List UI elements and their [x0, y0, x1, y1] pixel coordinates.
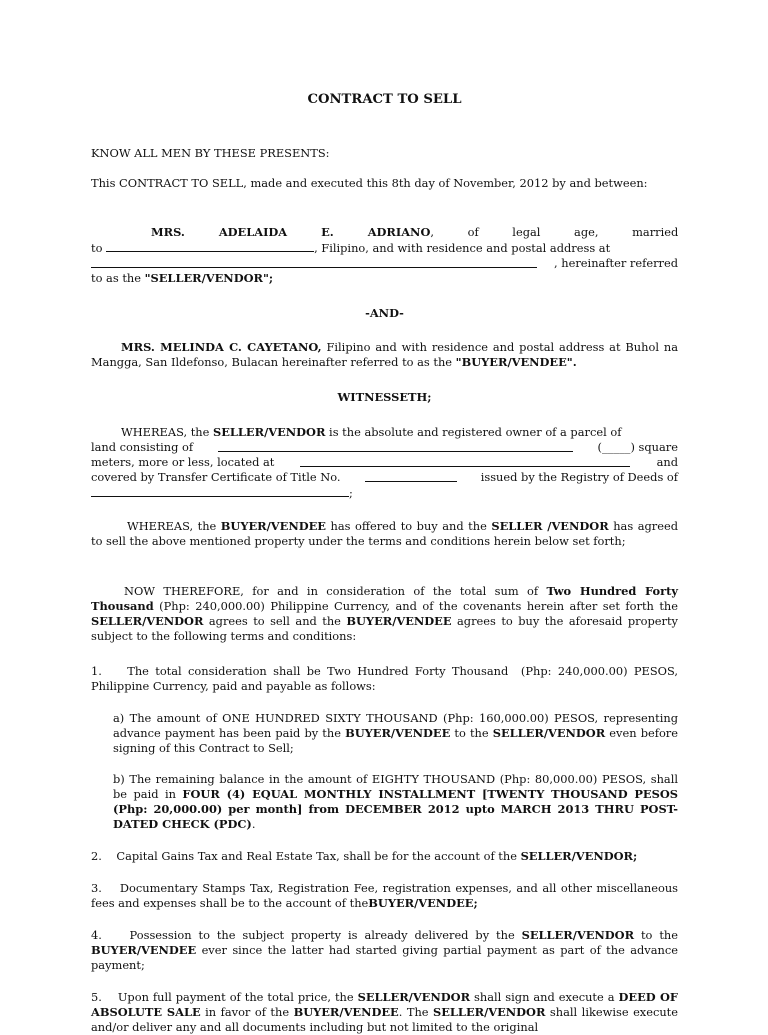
address-blank [91, 256, 537, 268]
term-1: 1. The total consideration shall be Two Hundred Forty Thousand (Php: 240,000.00) PESOS, Philippine Currency, paid and payable as follows: [91, 664, 682, 693]
buyer-paragraph [91, 340, 678, 370]
opening-paragraph: This CONTRACT TO SELL, made and executed this 8th day of November, 2012 by and between: [91, 176, 648, 190]
whereas-1: WHEREAS, the SELLER/VENDOR is the absolute and registered owner of a parcel of land consisting of (_____) square meters, more or less, located at and covered by Transfer Certificate of Title No. issued by the Registry of Deeds of ; [91, 425, 678, 500]
spouse-blank [106, 240, 314, 252]
term-1b: b) The remaining balance in the amount of EIGHTY THOUSAND (Php: 80,000.00) PESOS, shall be paid in FOUR (4) EQUAL MONTHLY INSTALLMENT [TWENTY THOUSAND PESOS (Php: 20,000.00) per month] from DECEMBER 2012 upto MARCH 2013 THRU POST-DATED CHECK (PDC). [113, 772, 678, 831]
seller-vendor-ref: SELLER/VENDOR [213, 425, 326, 439]
seller-name: MRS. ADELAIDA E. ADRIANO [151, 225, 431, 239]
seller-text: , of legal age, married [430, 225, 679, 239]
document-title: CONTRACT TO SELL [307, 92, 462, 107]
title-no-blank [365, 470, 457, 482]
term-5: 5. Upon full payment of the total price, the SELLER/VENDOR shall sign and execute a DEED OF ABSOLUTE SALE in favor of the BUYER/VENDEE. The SELLER/VENDOR shall likewise execute and/or deliver any and all documents including but not limited to the original [91, 990, 682, 1034]
term-3: 3. Documentary Stamps Tax, Registration Fee, registration expenses, and all other miscellaneous fees and expenses shall be to the account of theBUYER/VENDEE; [91, 881, 682, 910]
term-2: 2. Capital Gains Tax and Real Estate Tax, shall be for the account of the SELLER/VENDOR; [91, 849, 638, 863]
now-therefore-paragraph: NOW THEREFORE, for and in consideration of the total sum of Two Hundred Forty Thousand (Php: 240,000.00) Philippine Currency, and of the covenants herein after set forth the SELLER/VENDOR agrees to sell and the BUYER/VENDEE agrees to buy the aforesaid property subject to the following terms and conditions: [91, 584, 678, 643]
term-4: 4. Possession to the subject property is already delivered by the SELLER/VENDOR to the BUYER/VENDEE ever since the latter had started giving partial payment as part of the advance payment; [91, 928, 682, 972]
seller-paragraph [91, 225, 678, 286]
seller-text-to: to [91, 241, 103, 255]
term-1a: a) The amount of ONE HUNDRED SIXTY THOUSAND (Php: 160,000.00) PESOS, representing advance payment has been paid by the BUYER/VENDEE to the SELLER/VENDOR even before signing of this Contract to Sell; [113, 711, 678, 755]
seller-vendor-ref: SELLER /VENDOR [491, 519, 609, 533]
seller-text-address: , Filipino, and with residence and postal address at [314, 241, 611, 255]
witnesseth-heading: WITNESSETH; [337, 390, 432, 404]
whereas-2: WHEREAS, the BUYER/VENDEE has offered to buy and the SELLER /VENDOR has agreed to sell the above mentioned property under the terms and conditions herein below set forth; [91, 519, 678, 548]
buyer-vendee-ref: BUYER/VENDEE [220, 519, 326, 533]
intro-line: KNOW ALL MEN BY THESE PRESENTS: [91, 146, 330, 160]
seller-text-as: to as the [91, 271, 141, 285]
seller-text-referred: , hereinafter referred [554, 256, 678, 270]
land-area-blank [218, 440, 573, 452]
buyer-label: "BUYER/VENDEE". [455, 355, 577, 369]
installment-terms: FOUR (4) EQUAL MONTHLY INSTALLMENT [TWENTY THOUSAND PESOS (Php: 20,000.00) per month] from DECEMBER 2012 upto MARCH 2013 THRU POST-DATED CHECK (PDC) [113, 787, 678, 831]
total-amount-words: Two Hundred Forty Thousand [91, 584, 678, 613]
and-separator: -AND- [365, 306, 404, 320]
buyer-text: Filipino and with residence and postal address at Buhol na Mangga, San Ildefonso, Bulacan hereinafter referred to as the [91, 340, 678, 369]
buyer-name: MRS. MELINDA C. CAYETANO, [121, 340, 322, 354]
deed-of-absolute-sale: DEED OF ABSOLUTE SALE [91, 990, 682, 1019]
location-blank [300, 455, 630, 467]
seller-label: "SELLER/VENDOR"; [144, 271, 274, 285]
registry-blank [91, 485, 349, 497]
